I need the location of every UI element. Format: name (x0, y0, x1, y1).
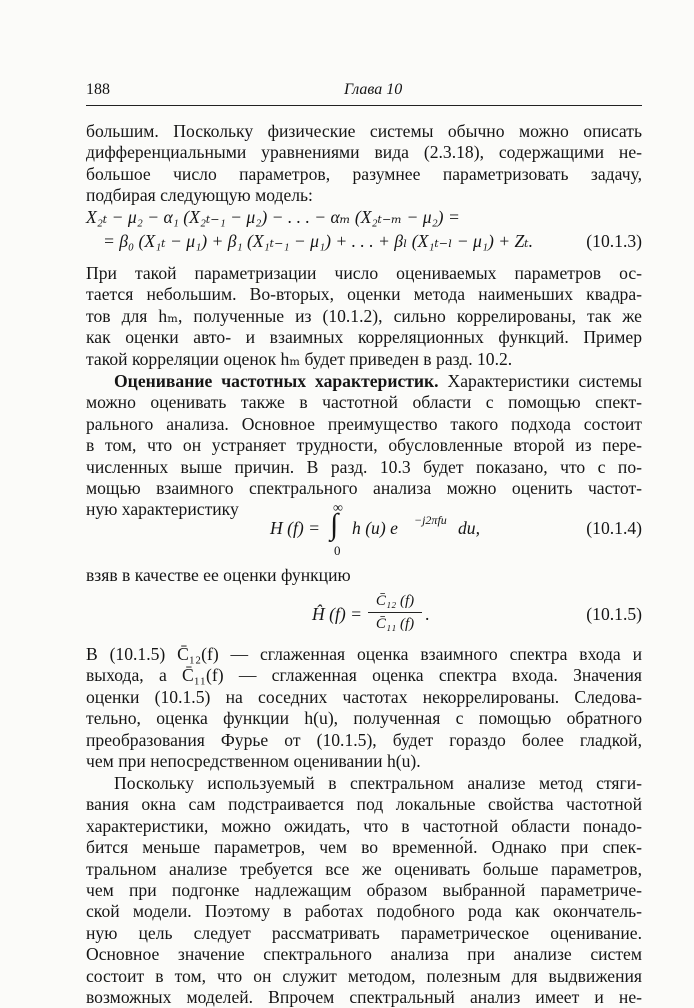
fraction-bar (368, 612, 422, 613)
equation-10-1-3-line2 (103, 231, 642, 255)
text-line: характеристики, можно ожидать, что в частотной области понадо- (86, 815, 642, 836)
text-line: мощью взаимного спектрального анализа можно оценить частот- (86, 477, 642, 498)
text-line: вания окна сам подстраивается под локальные свойства частотной (86, 794, 642, 815)
integral-upper-limit: ∞ (333, 501, 343, 516)
text-line: тов для hₘ, полученные из (10.1.2), сильно коррелированы, так же (86, 305, 642, 326)
text-line: большим. Поскольку физические системы обычно можно описать (86, 121, 642, 141)
page-header (86, 79, 642, 101)
equation-text: X₂ₜ − μ₂ − α₁ (X₂ₜ₋₁ − μ₂) − . . . − αₘ (X₂ₜ₋ₘ − μ₂) = (86, 207, 460, 227)
fraction (368, 592, 422, 633)
text-run: Характеристики системы (447, 371, 642, 391)
text-line: бится меньше параметров, чем во временно́й. Однако при спек- (86, 837, 642, 858)
equation-10-1-3-line1 (86, 207, 642, 231)
equation-number: (10.1.4) (586, 518, 642, 538)
text-line: как оценки авто- и взаимных корреляционных функций. Пример (86, 327, 642, 348)
section-title: Оценивание частотных характеристик. (114, 371, 439, 391)
paragraph-parametrization (86, 263, 642, 370)
text-line: большое число параметров, разумнее параметризовать задачу, (86, 163, 642, 184)
text-line: преобразования Фурье от (10.1.5), будет гораздо более гладкой, (86, 729, 642, 750)
text-line: подбирая следующую модель: (86, 185, 313, 206)
text-line: чем при подгонке надлежащим образом выбранной параметриче- (86, 879, 642, 900)
text-line: возможных моделей. Впрочем спектральный анализ имеет и не- (86, 986, 642, 1007)
paragraph-spectral-analysis (86, 773, 642, 1008)
text-line: Основное значение спектрального анализа при анализе систем (86, 944, 642, 965)
text-line: В (10.1.5) C̄₁₂(f) — сглаженная оценка взаимного спектра входа и (86, 644, 642, 664)
fraction-numerator: C̄₁₂ (f) (375, 593, 415, 609)
integral-lower-limit: 0 (334, 543, 341, 558)
paragraph-smoothed-estimates (86, 644, 642, 772)
text-line: численных выше причин. В разд. 10.3 будет показано, что с по- (86, 456, 642, 477)
differential: du, (458, 518, 480, 538)
paragraph-estimate-function (86, 565, 642, 586)
fraction-denominator: C̄₁₁ (f) (375, 616, 415, 632)
text-line: оценки (10.1.5) на соседних частотах некоррелированы. Следова- (86, 686, 642, 707)
text-line: ную характеристику (86, 499, 239, 520)
text-line: выхода, а C̄₁₁(f) — сглаженная оценка спектра входа. Значения (86, 665, 642, 686)
equation-number: (10.1.5) (586, 604, 642, 624)
text-line: тельно, оценка функции h(u), полученная с помощью обратного (86, 708, 642, 729)
page-number: 188 (86, 81, 110, 98)
equation-10-1-5 (86, 592, 642, 640)
header-rule (86, 105, 642, 106)
text-line: можно оценивать также в частотной области с помощью спект- (86, 392, 642, 413)
text-line: ную цель следует рассматривать параметрическое оценивание. (86, 922, 642, 943)
text-line: взяв в качестве ее оценки функцию (86, 565, 351, 585)
equation-10-1-4 (86, 498, 642, 558)
text-line (86, 371, 642, 392)
equation-lhs: H (f) = (270, 518, 320, 538)
equation-text: = β₀ (X₁ₜ − μ₁) + β₁ (X₁ₜ₋₁ − μ₁) + . . . + βₗ (X₁ₜ₋ₗ − μ₁) + Zₜ. (103, 231, 534, 251)
integral-sign: ∫ (330, 508, 339, 541)
text-line: тается небольшим. Во-вторых, оценки метода наименьших квадра- (86, 284, 642, 305)
text-line: ской модели. Поэтому в работах подобного рода как окончатель- (86, 901, 642, 922)
text-line: тральном анализе требуется все же оценивать больше параметров, (86, 858, 642, 879)
running-head: Глава 10 (344, 81, 403, 98)
text-line: рального анализа. Основное преимущество такого подхода состоит (86, 413, 642, 434)
equation-number: (10.1.3) (586, 231, 642, 251)
text-line: Поскольку используемый в спектральном анализе метод стяги- (114, 773, 642, 793)
text-line: При такой параметризации число оцениваемых параметров ос- (86, 263, 642, 283)
equation-lhs: Ĥ (f) = (312, 604, 362, 624)
text-line: дифференциальными уравнениями вида (2.3.18), содержащими не- (86, 142, 642, 163)
text-line: состоит в том, что он служит методом, полезным для выдвижения (86, 965, 642, 986)
integrand: h (u) e (352, 518, 398, 538)
exponent: −j2πfu (414, 513, 447, 527)
equation-trail: . (425, 604, 430, 624)
text-line: в том, что он устраняет трудности, обусловленные второй из пере- (86, 435, 642, 456)
text-line: такой корреляции оценок hₘ будет приведен в разд. 10.2. (86, 348, 513, 369)
text-line: чем при непосредственном оценивании h(u). (86, 750, 421, 771)
paragraph-intro (86, 121, 642, 207)
